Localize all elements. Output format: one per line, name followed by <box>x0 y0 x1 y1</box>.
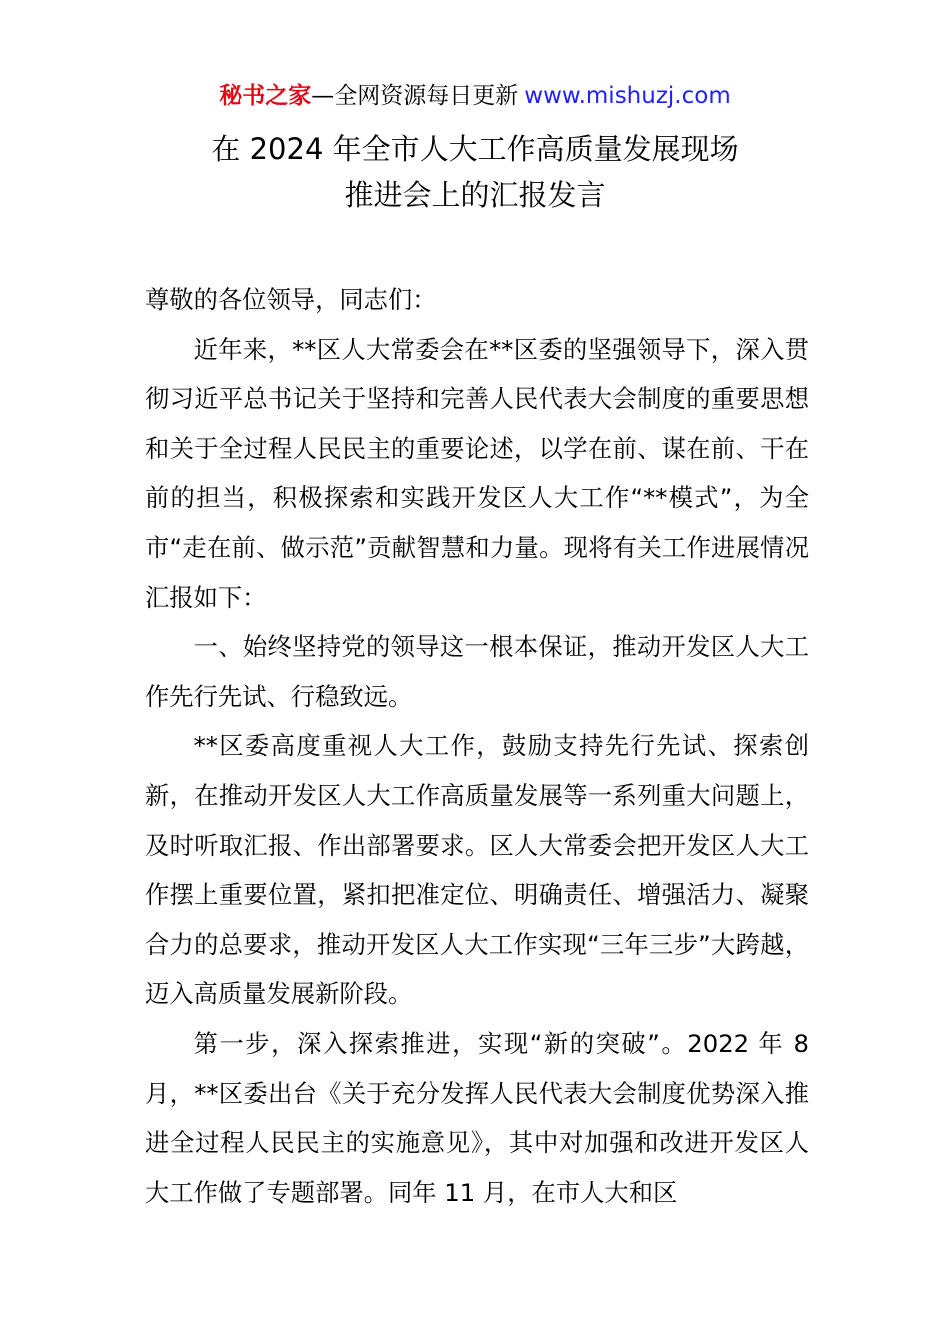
site-url-link[interactable]: www.mishuzj.com <box>524 83 731 109</box>
section-heading: 一、始终坚持党的领导这一根本保证，推动开发区人大工作先行先试、行稳致远。 <box>145 632 809 711</box>
title-line-1: 在 2024 年全市人大工作高质量发展现场 <box>211 132 739 166</box>
paragraph: **区委高度重视人大工作，鼓励支持先行先试、探索创新，在推动开发区人大工作高质量发展等一系列重大问题上，及时听取汇报、作出部署要求。区人大常委会把开发区人大工作摆上重要位置，紧扣把准定位、明确责任、增强活力、凝聚合力的总要求，推动开发区人大工作实现“三年三步”大跨越，迈入高质量发展新阶段。 <box>145 731 809 1009</box>
brand-tagline: —全网资源每日更新 <box>311 83 519 109</box>
title-line-2: 推进会上的汇报发言 <box>344 178 606 212</box>
paragraph: 第一步，深入探索推进，实现“新的突破”。2022 年 8 月，**区委出台《关于充分发挥人民代表大会制度优势深入推进全过程人民民主的实施意见》，其中对加强和改进开发区人大工作做了专题部署。同年 11 月，在市人大和区 <box>145 1028 809 1207</box>
paragraph: 近年来，**区人大常委会在**区委的坚强领导下，深入贯彻习近平总书记关于坚持和完善人民代表大会制度的重要思想和关于全过程人民民主的重要论述，以学在前、谋在前、干在前的担当，积极探索和实践开发区人大工作“**模式”，为全市“走在前、做示范”贡献智慧和力量。现将有关工作进展情况汇报如下： <box>145 334 809 612</box>
document-title <box>0 126 950 218</box>
watermark-header <box>0 78 950 114</box>
document-body <box>145 275 809 1217</box>
salutation: 尊敬的各位领导，同志们： <box>145 285 437 314</box>
brand-name: 秘书之家 <box>219 83 312 109</box>
